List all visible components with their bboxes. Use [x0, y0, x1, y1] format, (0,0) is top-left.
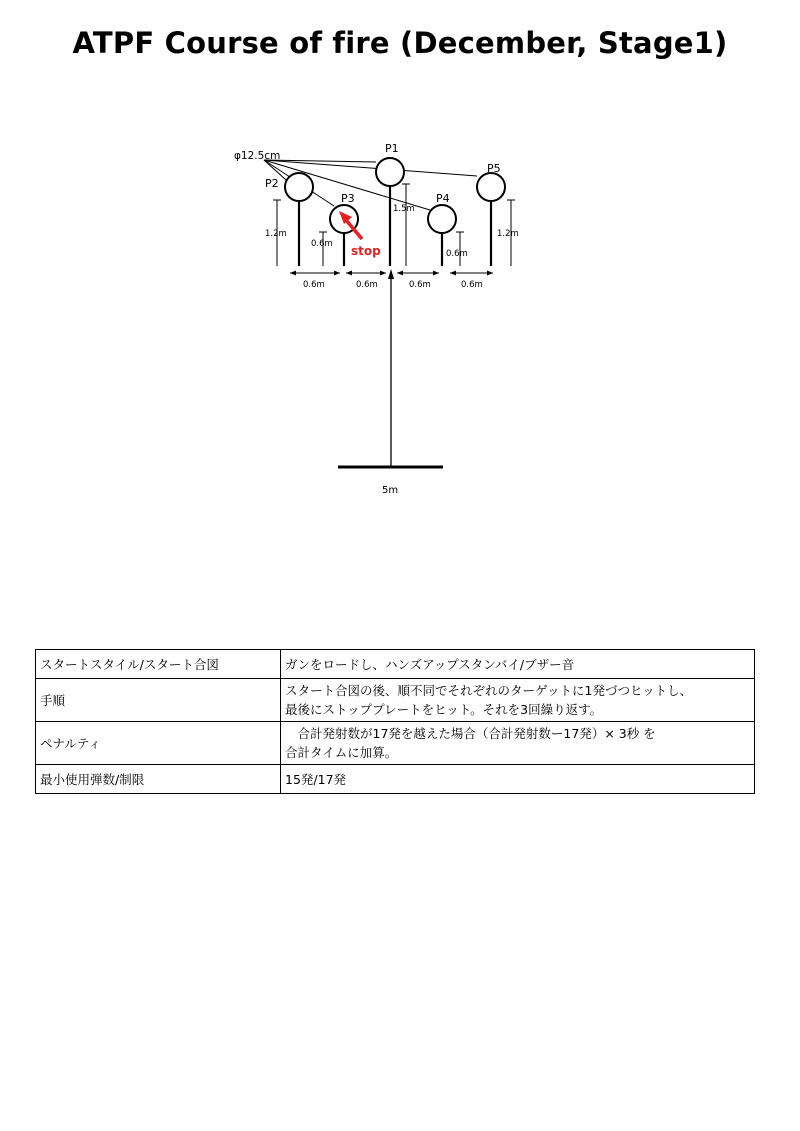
height-label-p5: 1.2m — [497, 229, 519, 239]
height-label-p1: 1.5m — [393, 204, 415, 214]
distance-label: 5m — [382, 485, 399, 496]
table-row — [36, 650, 755, 679]
diameter-label: φ12.5cm — [234, 150, 281, 162]
row-value-line: 15発/17発 — [285, 771, 347, 787]
row-value-rounds — [281, 765, 755, 794]
table-row — [36, 679, 755, 722]
spacing-label-2: 0.6m — [356, 280, 378, 290]
target-plate-p2 — [285, 173, 313, 201]
target-plate-p5 — [477, 173, 505, 201]
stage-info-table — [35, 649, 755, 794]
stage-diagram — [0, 0, 800, 520]
spacing-label-1: 0.6m — [303, 280, 325, 290]
row-label-procedure: 手順 — [36, 679, 281, 722]
row-value-line: 最後にストッププレートをヒット。それを3回繰り返す。 — [285, 702, 603, 717]
row-label-penalty: ペナルティ — [36, 722, 281, 765]
target-label-p2: P2 — [265, 177, 279, 190]
row-value-penalty — [281, 722, 755, 765]
height-label-p3: 0.6m — [311, 239, 333, 249]
row-value-line: 合計タイムに加算。 — [285, 745, 398, 760]
target-label-p1: P1 — [385, 142, 399, 155]
height-label-p2: 1.2m — [265, 229, 287, 239]
row-label-start: スタートスタイル/スタート合図 — [36, 650, 281, 679]
row-value-line: 合計発射数が17発を越えた場合（合計発射数ー17発）× 3秒 を — [285, 726, 656, 741]
spacing-label-3: 0.6m — [409, 280, 431, 290]
row-value-procedure — [281, 679, 755, 722]
target-label-p5: P5 — [487, 162, 501, 175]
table-row — [36, 765, 755, 794]
distance-arrow-head — [388, 269, 394, 279]
target-plate-p1 — [376, 158, 404, 186]
row-label-rounds: 最小使用弾数/制限 — [36, 765, 281, 794]
stop-label: stop — [351, 244, 381, 258]
spacing-label-4: 0.6m — [461, 280, 483, 290]
height-label-p4: 0.6m — [446, 249, 468, 259]
target-label-p3: P3 — [341, 192, 355, 205]
row-value-line: ガンをロードし、ハンズアップスタンバイ/ブザー音 — [285, 656, 575, 672]
row-value-start — [281, 650, 755, 679]
table-row — [36, 722, 755, 765]
row-value-line: スタート合図の後、順不同でそれぞれのターゲットに1発づつヒットし、 — [285, 683, 693, 698]
page-title: ATPF Course of fire (December, Stage1) — [72, 26, 728, 60]
target-label-p4: P4 — [436, 192, 450, 205]
target-plate-p4 — [428, 205, 456, 233]
